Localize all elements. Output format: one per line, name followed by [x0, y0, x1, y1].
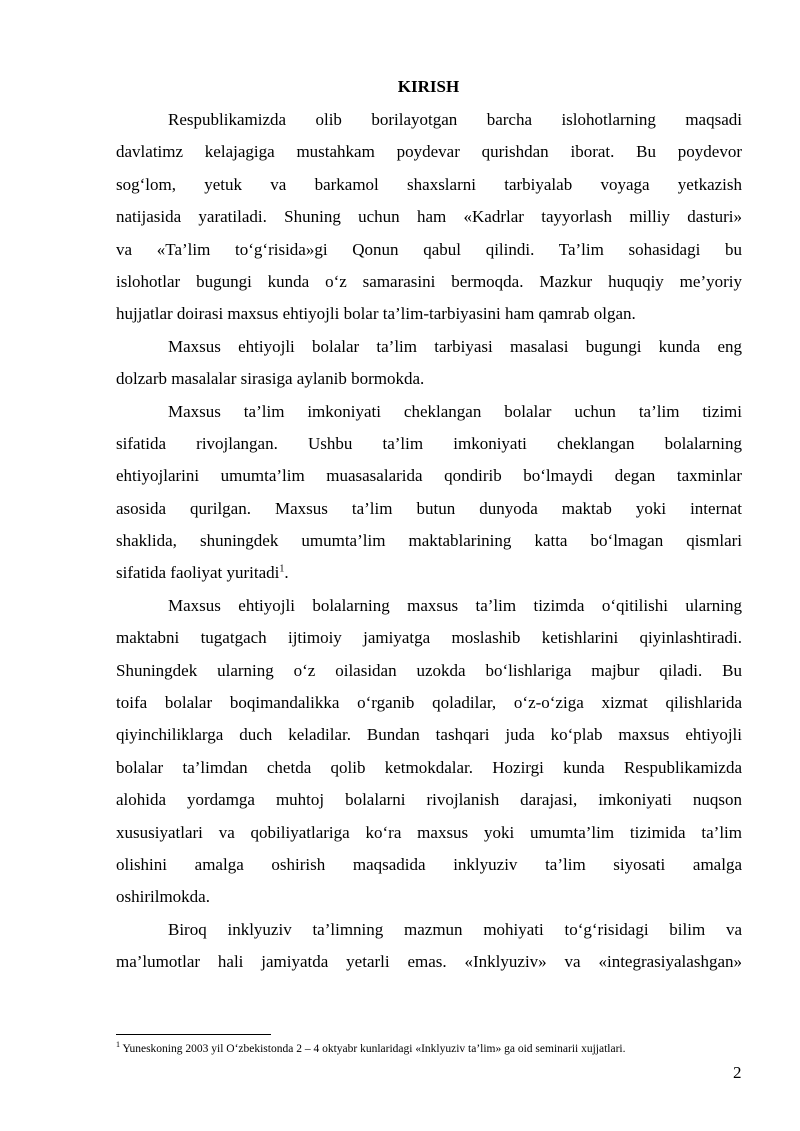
text-line: Maxsus ehtiyojli bolalarning maxsus ta’lim tizimda o‘qitilishi ularning — [168, 595, 742, 615]
text-line: bolalar ta’limdan chetda qolib ketmokdalar. Hozirgi kunda Respublikamizda — [116, 757, 742, 777]
text-line: natijasida yaratiladi. Shuning uchun ham «Kadrlar tayyorlash milliy dasturi» — [116, 207, 742, 227]
text-line: ehtiyojlarini umumta’lim muasasalarida qondirib bo‘lmaydi degan taxminlar — [116, 466, 742, 486]
text-line: davlatimz kelajagiga mustahkam poydevar qurishdan iborat. Bu poydevor — [116, 142, 742, 162]
footnote-text: Yuneskoning 2003 yil O‘zbekistonda 2 – 4 oktyabr kunlaridagi «Inklyuziv ta’lim» ga oid seminarii xujjatlari. — [120, 1043, 626, 1055]
text-line: Respublikamizda olib borilayotgan barcha islohotlarning maqsadi — [168, 110, 742, 129]
footnote-reference: 1 — [279, 563, 285, 575]
text-line: Maxsus ehtiyojli bolalar ta’lim tarbiyasi masalasi bugungi kunda eng — [168, 336, 742, 356]
footnote-marker: 1 — [116, 1040, 120, 1050]
text-line: Maxsus ta’lim imkoniyati cheklangan bolalar uchun ta’lim tizimi — [168, 401, 742, 421]
text-line: dolzarb masalalar sirasiga aylanib bormokda. — [116, 369, 425, 389]
text-line: Shuningdek ularning o‘z oilasidan uzokda bo‘lishlariga majbur qiladi. Bu — [116, 660, 742, 680]
text-line: alohida yordamga muhtoj bolalarni rivojlanish darajasi, imkoniyati nuqson — [116, 790, 742, 810]
text-line: hujjatlar doirasi maxsus ehtiyojli bolar ta’lim-tarbiyasini ham qamrab olgan. — [116, 304, 636, 324]
text-line: sog‘lom, yetuk va barkamol shaxslarni tarbiyalab voyaga yetkazish — [116, 174, 742, 194]
text-line: va «Ta’lim to‘g‘risida»gi Qonun qabul qilindi. Ta’lim sohasidagi bu — [116, 239, 742, 259]
text-line: shaklida, shuningdek umumta’lim maktablarining katta bo‘lmagan qismlari — [116, 531, 742, 551]
text-line: maktabni tugatgach ijtimoiy jamiyatga moslashib ketishlarini qiyinlashtiradi. — [116, 628, 742, 648]
text-line: sifatida faoliyat yuritadi — [116, 563, 280, 583]
text-line: olishini amalga oshirish maqsadida inklyuziv ta’lim siyosati amalga — [116, 854, 742, 874]
footnote — [116, 1042, 625, 1056]
body-text — [116, 104, 742, 979]
text-line: toifa bolalar boqimandalikka o‘rganib qoladilar, o‘z-o‘ziga xizmat qilishlarida — [116, 693, 742, 713]
text-line: xususiyatlari va qobiliyatlariga ko‘ra maxsus yoki umumta’lim tizimida ta’lim — [116, 822, 742, 842]
footnote-separator — [116, 1034, 271, 1035]
text-line-with-footnote: sifatida faoliyat yuritadi$^1$. — [116, 563, 289, 583]
text-line: Biroq inklyuziv ta’limning mazmun mohiyati to‘g‘risidagi bilim va — [168, 919, 742, 939]
text-line: asosida qurilgan. Maxsus ta’lim butun dunyoda maktab yoki internat — [116, 498, 742, 518]
text-line: qiyinchiliklarga duch keladilar. Bundan tashqari juda ko‘plab maxsus ehtiyojli — [116, 725, 742, 745]
text-line: ma’lumotlar hali jamiyatda yetarli emas. «Inklyuziv» va «integrasiyalashgan» — [116, 952, 742, 972]
text-line: sifatida rivojlangan. Ushbu ta’lim imkoniyati cheklangan bolalarning — [116, 433, 742, 453]
page-number: 2 — [733, 1063, 742, 1082]
text-line: islohotlar bugungi kunda o‘z samarasini bermoqda. Mazkur huquqiy me’yoriy — [116, 271, 742, 291]
text-line: oshirilmokda. — [116, 887, 210, 907]
section-heading: KIRISH — [397, 77, 460, 96]
